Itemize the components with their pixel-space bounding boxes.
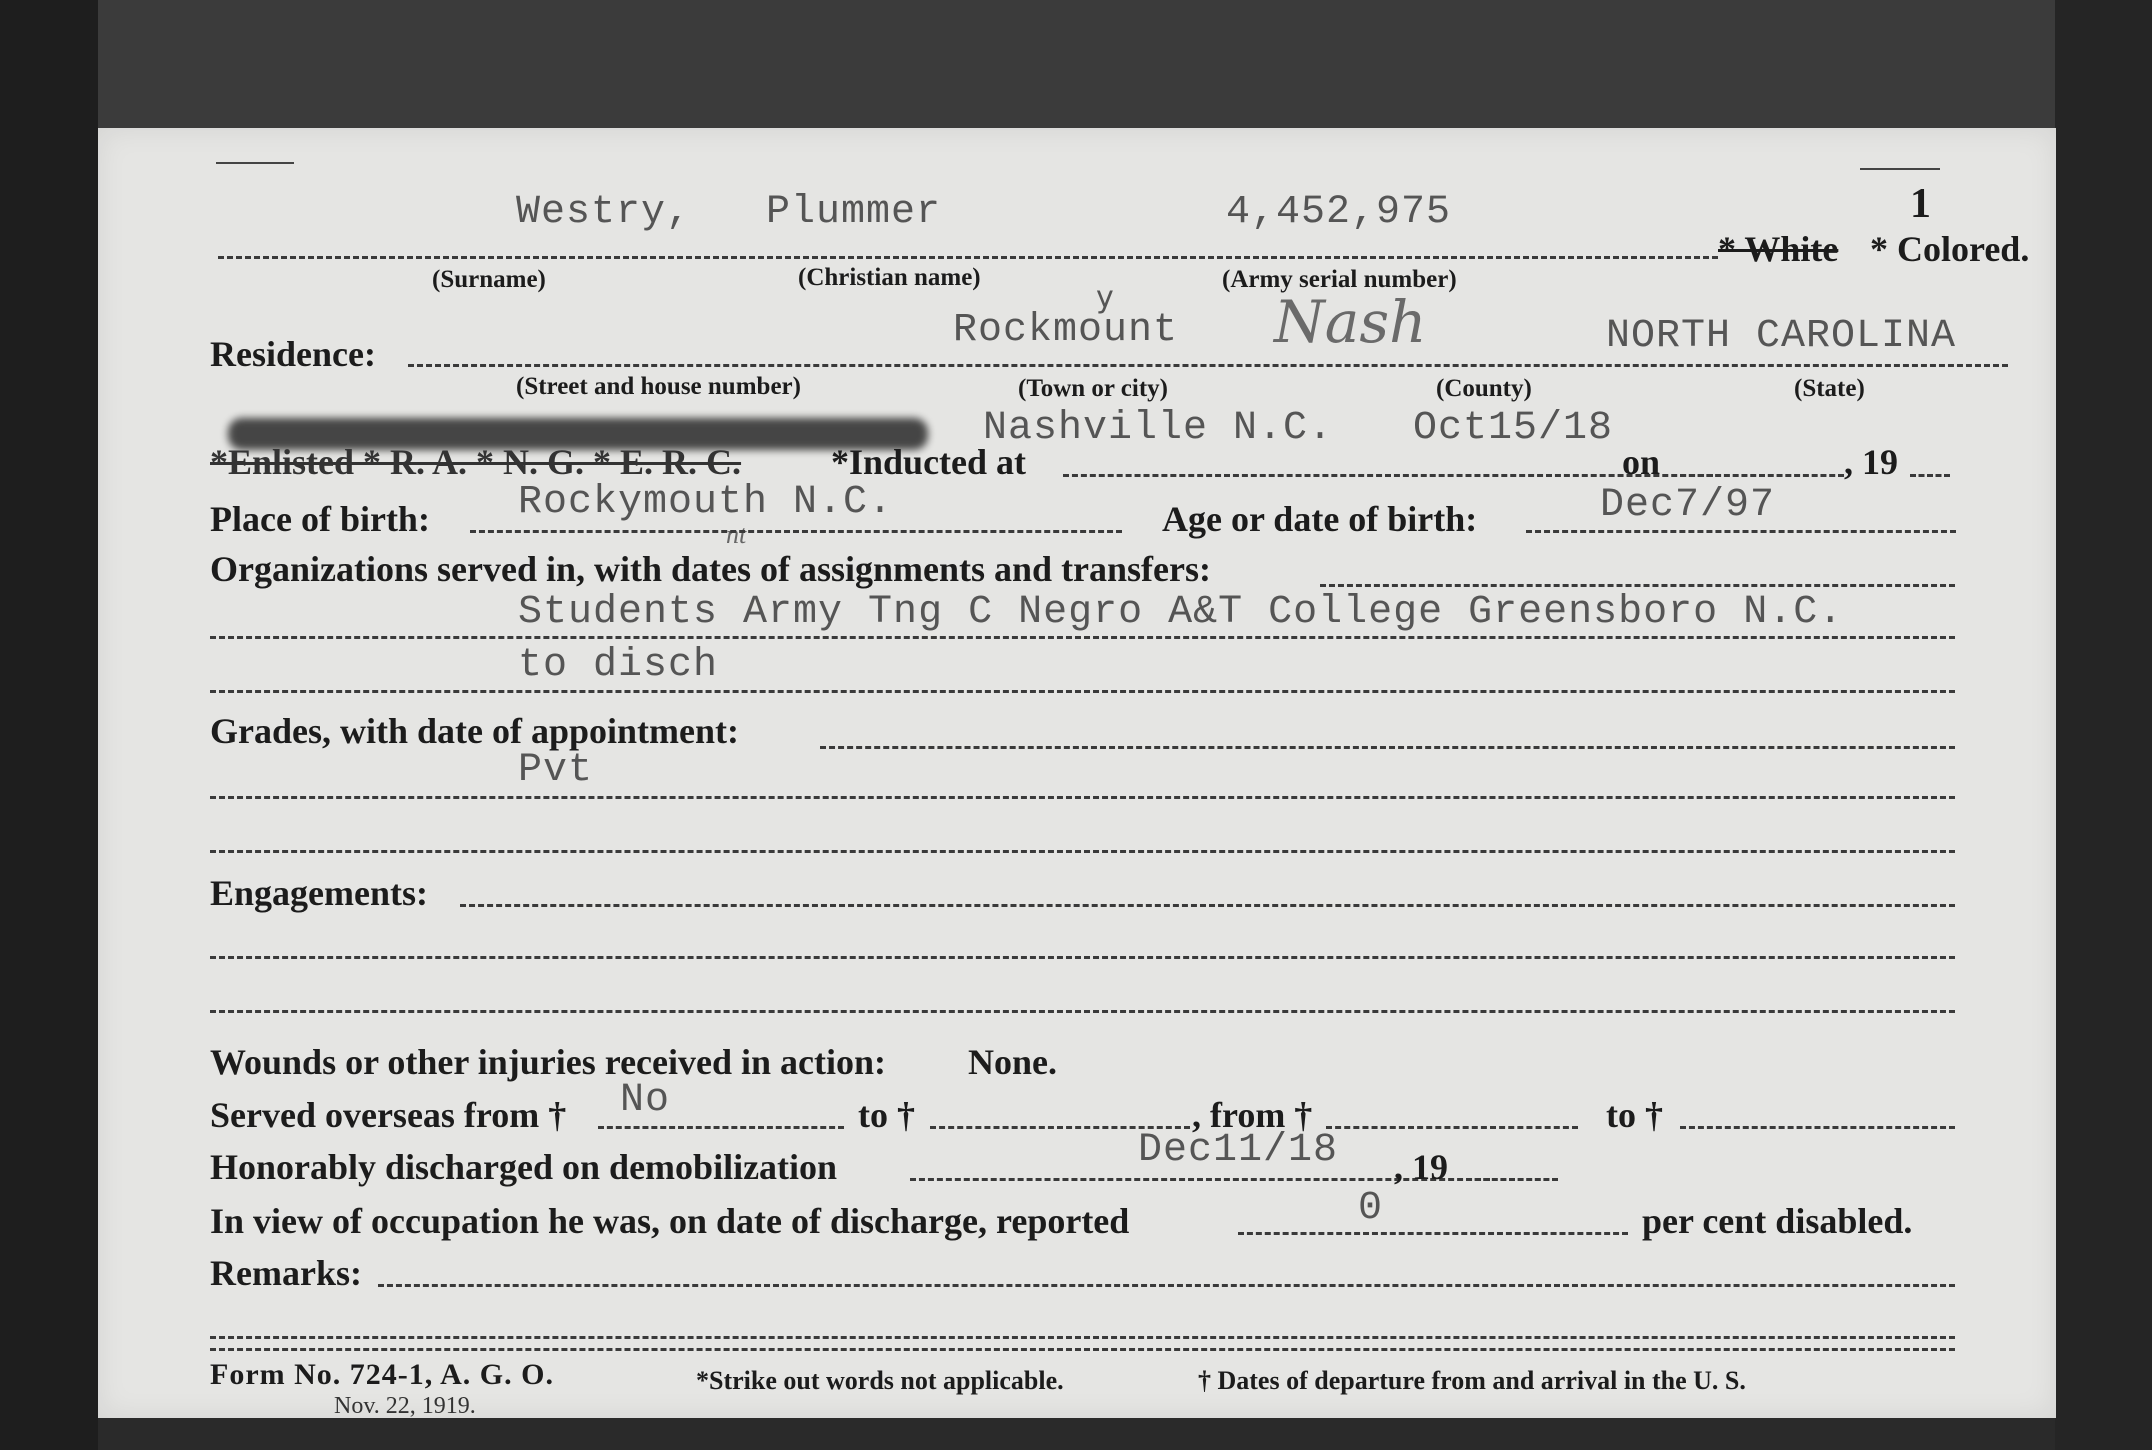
grades-rule-2 <box>210 850 1955 853</box>
age-line <box>1526 530 1956 533</box>
grades-label: Grades, with date of appointment: <box>210 711 739 751</box>
engagements-label: Engagements: <box>210 873 428 913</box>
disability-line <box>1238 1232 1628 1235</box>
overseas-to-label-1: to † <box>858 1095 915 1135</box>
street-caption: (Street and house number) <box>516 373 801 400</box>
residence-state-value: NORTH CAROLINA <box>1606 314 1957 359</box>
inducted-place-value: Nashville N.C. <box>983 406 1334 451</box>
army-serial-caption: (Army serial number) <box>1222 266 1457 293</box>
overseas-from-line <box>598 1126 844 1129</box>
residence-town-value: Rockmount <box>953 308 1179 353</box>
inducted-date-line <box>1680 474 1844 477</box>
footnote-dates: † Dates of departure from and arrival in the U. S. <box>1198 1366 1746 1395</box>
grades-rule-1 <box>210 796 1955 799</box>
enlisted-struck-label: *Enlisted * R. A. * N. G. * E. R. C. <box>210 442 742 482</box>
inducted-place-line <box>1063 474 1713 477</box>
footnote-strike: *Strike out words not applicable. <box>696 1366 1064 1395</box>
page-number: 1 <box>1910 181 1931 227</box>
name-line <box>218 256 1718 259</box>
grades-line-0 <box>820 746 1955 749</box>
organizations-label: Organizations served in, with dates of assignments and transfers: <box>210 549 1212 589</box>
wounds-value: None. <box>968 1042 1057 1082</box>
organizations-line-0 <box>1320 584 1955 587</box>
inducted-date-value: Oct15/18 <box>1413 406 1614 451</box>
scan-background-right <box>2055 0 2152 1450</box>
state-caption: (State) <box>1794 375 1865 402</box>
form-number: Form No. 724-1, A. G. O. <box>210 1358 554 1391</box>
overseas-to-label-2: to † <box>1606 1095 1663 1135</box>
grades-value: Pvt <box>518 748 594 793</box>
organizations-line-1: Students Army Tng C Negro A&T College Greensboro N.C. <box>518 590 1844 635</box>
discharge-value: Dec11/18 <box>1138 1128 1339 1173</box>
army-serial-value: 4,452,975 <box>1226 190 1452 235</box>
remarks-rule-2 <box>210 1348 1955 1351</box>
inducted-year-line <box>1910 474 1950 477</box>
top-left-rule <box>216 162 294 164</box>
remarks-line-0 <box>378 1284 1955 1287</box>
race-colored: * Colored. <box>1870 229 2030 269</box>
scan-background-top <box>0 0 2152 130</box>
service-record-card <box>98 128 2056 1418</box>
form-date: Nov. 22, 1919. <box>334 1393 476 1419</box>
overseas-value: No <box>620 1078 671 1123</box>
disability-label: In view of occupation he was, on date of discharge, reported <box>210 1201 1130 1241</box>
overseas-from-line-2 <box>1326 1126 1578 1129</box>
christian-name-value: Plummer <box>766 190 942 235</box>
residence-label: Residence: <box>210 334 376 374</box>
place-of-birth-line <box>470 530 1122 533</box>
engagements-rule-1 <box>210 956 1955 959</box>
scan-background-left <box>0 0 98 1450</box>
caret-mark: y <box>1096 280 1114 315</box>
engagements-line-0 <box>460 904 1955 907</box>
place-of-birth-correction: nt <box>726 520 747 549</box>
remarks-label: Remarks: <box>210 1253 362 1293</box>
age-label: Age or date of birth: <box>1162 499 1478 539</box>
place-of-birth-label: Place of birth: <box>210 499 430 539</box>
on-label: on <box>1622 442 1661 482</box>
county-caption: (County) <box>1436 375 1532 402</box>
residence-county-value: Nash <box>1274 288 1427 356</box>
town-caption: (Town or city) <box>1018 375 1168 402</box>
wounds-label: Wounds or other injuries received in action: <box>210 1042 887 1082</box>
christian-name-caption: (Christian name) <box>798 264 981 291</box>
age-value: Dec7/97 <box>1600 483 1776 528</box>
race-white-struck: * White <box>1718 229 1839 269</box>
place-of-birth-value: Rockymouth N.C. <box>518 480 894 525</box>
inducted-year-label: , 19 <box>1844 442 1898 482</box>
inducted-at-label: *Inducted at <box>831 442 1027 482</box>
top-right-rule <box>1860 168 1940 170</box>
organizations-rule-2 <box>210 690 1955 693</box>
discharge-year-line <box>1466 1178 1558 1181</box>
residence-line <box>408 364 2008 367</box>
surname-caption: (Surname) <box>432 266 546 293</box>
overseas-to-line-2 <box>1680 1126 1955 1129</box>
discharge-year-label: , 19 <box>1394 1147 1448 1187</box>
overseas-from-label-2: , from † <box>1192 1095 1313 1135</box>
surname-value: Westry, <box>516 190 692 235</box>
engagements-rule-2 <box>210 1010 1955 1013</box>
organizations-line-2: to disch <box>518 643 719 688</box>
disability-value: 0 <box>1358 1186 1384 1231</box>
discharge-label: Honorably discharged on demobilization <box>210 1147 838 1187</box>
disability-suffix: per cent disabled. <box>1642 1201 1913 1241</box>
overseas-from-label: Served overseas from † <box>210 1095 567 1135</box>
organizations-rule-1 <box>210 636 1955 639</box>
remarks-rule-1 <box>210 1336 1955 1339</box>
